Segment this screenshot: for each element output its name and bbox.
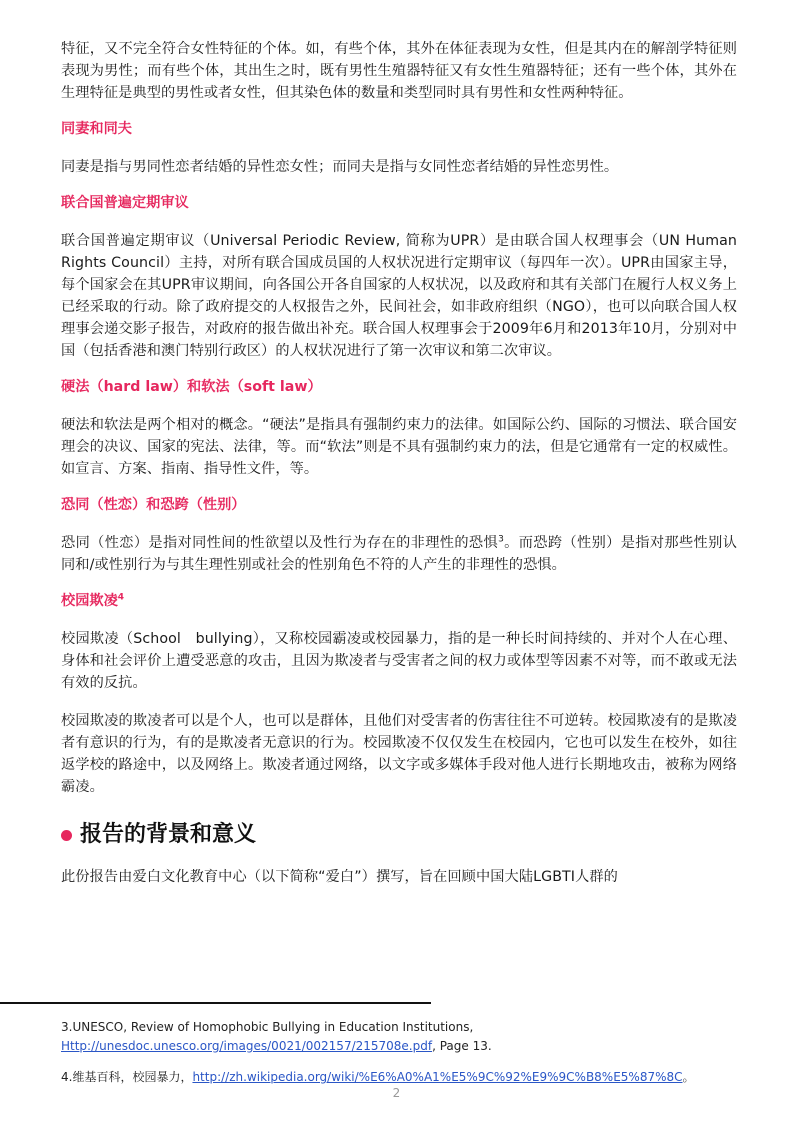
- term-title-tongqi: 同妻和同夫: [61, 121, 132, 137]
- term-body-upr: 联合国普遍定期审议（Universal Periodic Review, 简称为UPR）是由联合国人权理事会（UN Human Rights Council）主持，对所有联合国成员国的人权状况进行定期审议（每四年一次）。UPR由国家主导，每个国家会在其UPR审议期间，向各国公开各自国家的人权状况，以及政府和其有关部门在履行人权义务上已经采取的行动。除了政府提交的人权报告之外，民间社会，如非政府组织（NGO），也可以向联合国人权理事会递交影子报告，对政府的报告做出补充。联合国人权理事会于2009年6月和2013年10月，分别对中国（包括香港和澳门特别行政区）的人权状况进行了第一次审议和第二次审议。: [61, 233, 737, 359]
- footnotes: [61, 1018, 761, 1087]
- term-body-tongqi: 同妻是指与男同性恋者结婚的异性恋女性；而同夫是指与女同性恋者结婚的异性恋男性。: [61, 159, 619, 175]
- footnote-3: [61, 1018, 761, 1056]
- fn3-text: 3.UNESCO, Review of Homophobic Bullying in Education Institutions,: [61, 1020, 474, 1034]
- page-content: [61, 38, 737, 888]
- fn4-text: 4.维基百科，校园暴力，: [61, 1070, 193, 1084]
- fn3-tail: , Page 13.: [432, 1039, 492, 1053]
- term-title-hardlaw: 硬法（hard law）和软法（soft law）: [61, 379, 322, 395]
- page-number: 2: [392, 1086, 401, 1100]
- term-body-hardlaw: 硬法和软法是两个相对的概念。“硬法”是指具有强制约束力的法律。如国际公约、国际的习惯法、联合国安理会的决议、国家的宪法、法律，等。而“软法”则是不具有强制约束力的法，但是它通常有一定的权威性。如宣言、方案、指南、指导性文件，等。: [61, 417, 737, 477]
- footnote-4: [61, 1068, 761, 1087]
- footnote-ref-4[interactable]: 4: [117, 592, 125, 603]
- term-body-bullying-1: 校园欺凌（School bullying），又称校园霸凌或校园暴力，指的是一种长时间持续的、并对个人在心理、身体和社会评价上遭受恶意的攻击，且因为欺凌者与受害者之间的权力或体型等因素不对等，而不敢或无法有效的反抗。: [61, 631, 737, 691]
- bullying-title-text: 校园欺凌: [61, 593, 118, 609]
- footnote-divider: [0, 1002, 431, 1004]
- section-header: [61, 820, 737, 850]
- term-body-bullying-2: 校园欺凌的欺凌者可以是个人，也可以是群体，且他们对受害者的伤害往往不可逆转。校园欺凌有的是欺凌者有意识的行为，有的是欺凌者无意识的行为。校园欺凌不仅仅发生在校园内，它也可以发生在校外，如往返学校的路途中，以及网络上。欺凌者通过网络，以文字或多媒体手段对他人进行长期地攻击，被称为网络霸凌。: [61, 713, 737, 795]
- bullet-dot-icon: [61, 830, 72, 841]
- term-title-upr: 联合国普遍定期审议: [61, 195, 189, 211]
- footnote-ref-3[interactable]: 3: [498, 534, 504, 545]
- term-title-phobia: 恐同（性恋）和恐跨（性别）: [61, 497, 246, 513]
- fn4-link[interactable]: http://zh.wikipedia.org/wiki/%E6%A0%A1%E5%9C%92%E9%9C%B8%E5%87%8C: [192, 1070, 683, 1084]
- section-heading: 报告的背景和意义: [80, 822, 257, 847]
- term-body-phobia: [61, 532, 737, 576]
- fn4-tail: 。: [682, 1070, 695, 1084]
- intro-paragraph: 特征，又不完全符合女性特征的个体。如，有些个体，其外在体征表现为女性，但是其内在的解剖学特征则表现为男性；而有些个体，其出生之时，既有男性生殖器特征又有女性生殖器特征；还有一些个体，其外在生理特征是典型的男性或者女性，但其染色体的数量和类型同时具有男性和女性两种特征。: [61, 41, 737, 101]
- term-title-bullying: [61, 590, 737, 612]
- phobia-text-b: 。而恐跨（性别）是指对那些性别认同和/或性别行为与其生理性别或社会的性别角色不符的人产生的非理性的恐惧。: [61, 535, 737, 573]
- phobia-text-a: 恐同（性恋）是指对同性间的性欲望以及性行为存在的非理性的恐惧: [61, 535, 499, 551]
- fn3-link[interactable]: Http://unesdoc.unesco.org/images/0021/002157/215708e.pdf: [61, 1039, 433, 1053]
- section-body: 此份报告由爱白文化教育中心（以下简称“爱白”）撰写，旨在回顾中国大陆LGBTI人群的: [61, 869, 618, 885]
